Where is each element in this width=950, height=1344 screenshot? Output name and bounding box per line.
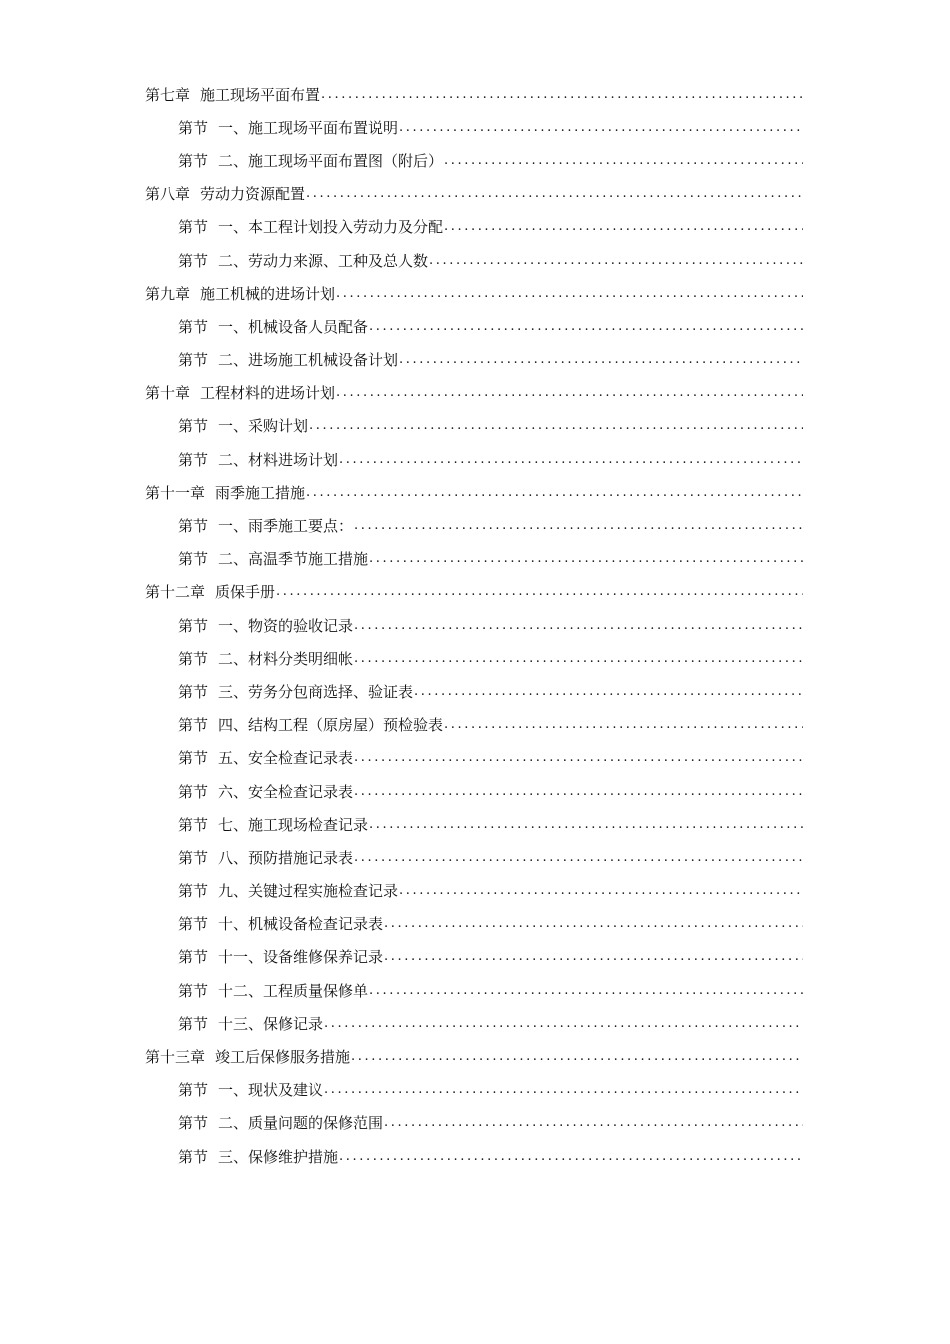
dot-leader xyxy=(324,1014,803,1034)
dot-leader xyxy=(309,416,803,436)
dot-leader xyxy=(354,616,803,636)
toc-entry[interactable] xyxy=(145,808,803,841)
toc-entry[interactable] xyxy=(145,211,803,244)
dot-leader xyxy=(399,881,803,901)
dot-leader xyxy=(321,85,803,105)
toc-entry-label: 第节 二、材料进场计划 xyxy=(178,450,339,469)
toc-entry-label: 第十三章 竣工后保修服务措施 xyxy=(145,1048,351,1067)
dot-leader xyxy=(306,483,803,503)
toc-entry[interactable] xyxy=(145,775,803,808)
dot-leader xyxy=(444,715,803,735)
toc-entry[interactable] xyxy=(145,576,803,609)
toc-entry[interactable] xyxy=(145,908,803,941)
dot-leader xyxy=(444,217,803,237)
toc-entry[interactable] xyxy=(145,841,803,874)
toc-entry-label: 第十章 工程材料的进场计划 xyxy=(145,384,336,403)
toc-entry-label: 第节 一、物资的验收记录 xyxy=(178,616,354,635)
toc-entry-label: 第节 十、机械设备检查记录表 xyxy=(178,915,384,934)
table-of-contents xyxy=(145,78,803,1173)
toc-entry[interactable] xyxy=(145,1074,803,1107)
toc-entry-label: 第节 九、关键过程实施检查记录 xyxy=(178,882,399,901)
dot-leader xyxy=(369,549,803,569)
dot-leader xyxy=(399,118,803,138)
toc-entry-label: 第节 五、安全检查记录表 xyxy=(178,749,354,768)
dot-leader xyxy=(354,782,803,802)
toc-entry[interactable] xyxy=(145,1040,803,1073)
dot-leader xyxy=(354,848,803,868)
toc-entry[interactable] xyxy=(145,941,803,974)
toc-entry-label: 第十一章 雨季施工措施 xyxy=(145,483,306,502)
dot-leader xyxy=(336,284,803,304)
toc-entry-label: 第节 四、结构工程（原房屋）预检验表 xyxy=(178,716,444,735)
toc-entry-label: 第节 八、预防措施记录表 xyxy=(178,848,354,867)
toc-entry[interactable] xyxy=(145,78,803,111)
toc-entry-label: 第节 二、施工现场平面布置图（附后） xyxy=(178,151,444,170)
toc-entry-label: 第节 三、劳务分包商选择、验证表 xyxy=(178,682,414,701)
toc-entry-label: 第节 二、进场施工机械设备计划 xyxy=(178,351,399,370)
dot-leader xyxy=(324,1080,803,1100)
toc-entry-label: 第节 三、保修维护措施 xyxy=(178,1147,339,1166)
toc-entry-label: 第节 十三、保修记录 xyxy=(178,1014,324,1033)
toc-entry[interactable] xyxy=(145,476,803,509)
dot-leader xyxy=(429,251,803,271)
toc-entry[interactable] xyxy=(145,111,803,144)
dot-leader xyxy=(339,1147,803,1167)
dot-leader xyxy=(354,748,803,768)
toc-entry[interactable] xyxy=(145,742,803,775)
toc-entry[interactable] xyxy=(145,410,803,443)
toc-entry[interactable] xyxy=(145,178,803,211)
dot-leader xyxy=(414,682,803,702)
toc-entry-label: 第节 十二、工程质量保修单 xyxy=(178,981,369,1000)
toc-entry[interactable] xyxy=(145,709,803,742)
toc-entry[interactable] xyxy=(145,377,803,410)
toc-entry-label: 第节 六、安全检查记录表 xyxy=(178,782,354,801)
dot-leader xyxy=(444,151,803,171)
dot-leader xyxy=(384,947,803,967)
toc-entry-label: 第节 二、劳动力来源、工种及总人数 xyxy=(178,251,429,270)
toc-entry[interactable] xyxy=(145,1007,803,1040)
toc-entry[interactable] xyxy=(145,543,803,576)
dot-leader xyxy=(354,516,803,536)
dot-leader xyxy=(351,1047,803,1067)
toc-entry[interactable] xyxy=(145,144,803,177)
toc-entry[interactable] xyxy=(145,675,803,708)
toc-entry[interactable] xyxy=(145,310,803,343)
toc-entry[interactable] xyxy=(145,244,803,277)
dot-leader xyxy=(369,317,803,337)
dot-leader xyxy=(354,649,803,669)
toc-entry-label: 第九章 施工机械的进场计划 xyxy=(145,284,336,303)
toc-entry[interactable] xyxy=(145,974,803,1007)
dot-leader xyxy=(276,582,803,602)
dot-leader xyxy=(399,350,803,370)
toc-entry-label: 第节 一、本工程计划投入劳动力及分配 xyxy=(178,218,444,237)
dot-leader xyxy=(384,1113,803,1133)
toc-entry[interactable] xyxy=(145,277,803,310)
toc-entry[interactable] xyxy=(145,875,803,908)
toc-entry-label: 第节 二、材料分类明细帐 xyxy=(178,649,354,668)
toc-entry-label: 第节 二、质量问题的保修范围 xyxy=(178,1114,384,1133)
toc-entry-label: 第八章 劳动力资源配置 xyxy=(145,185,306,204)
toc-entry[interactable] xyxy=(145,1107,803,1140)
toc-entry-label: 第节 二、高温季节施工措施 xyxy=(178,550,369,569)
dot-leader xyxy=(384,914,803,934)
toc-entry[interactable] xyxy=(145,344,803,377)
toc-entry-label: 第节 十一、设备维修保养记录 xyxy=(178,948,384,967)
dot-leader xyxy=(306,184,803,204)
toc-entry-label: 第十二章 质保手册 xyxy=(145,583,276,602)
toc-entry-label: 第节 一、采购计划 xyxy=(178,417,309,436)
toc-entry-label: 第节 一、雨季施工要点： xyxy=(178,517,354,536)
toc-entry-label: 第节 一、现状及建议 xyxy=(178,1081,324,1100)
toc-entry[interactable] xyxy=(145,609,803,642)
toc-entry[interactable] xyxy=(145,443,803,476)
dot-leader xyxy=(369,815,803,835)
dot-leader xyxy=(369,981,803,1001)
dot-leader xyxy=(336,383,803,403)
toc-entry[interactable] xyxy=(145,509,803,542)
toc-entry[interactable] xyxy=(145,1140,803,1173)
toc-entry-label: 第节 一、机械设备人员配备 xyxy=(178,317,369,336)
toc-entry[interactable] xyxy=(145,642,803,675)
dot-leader xyxy=(339,450,803,470)
toc-entry-label: 第七章 施工现场平面布置 xyxy=(145,85,321,104)
toc-entry-label: 第节 七、施工现场检查记录 xyxy=(178,815,369,834)
toc-entry-label: 第节 一、施工现场平面布置说明 xyxy=(178,118,399,137)
